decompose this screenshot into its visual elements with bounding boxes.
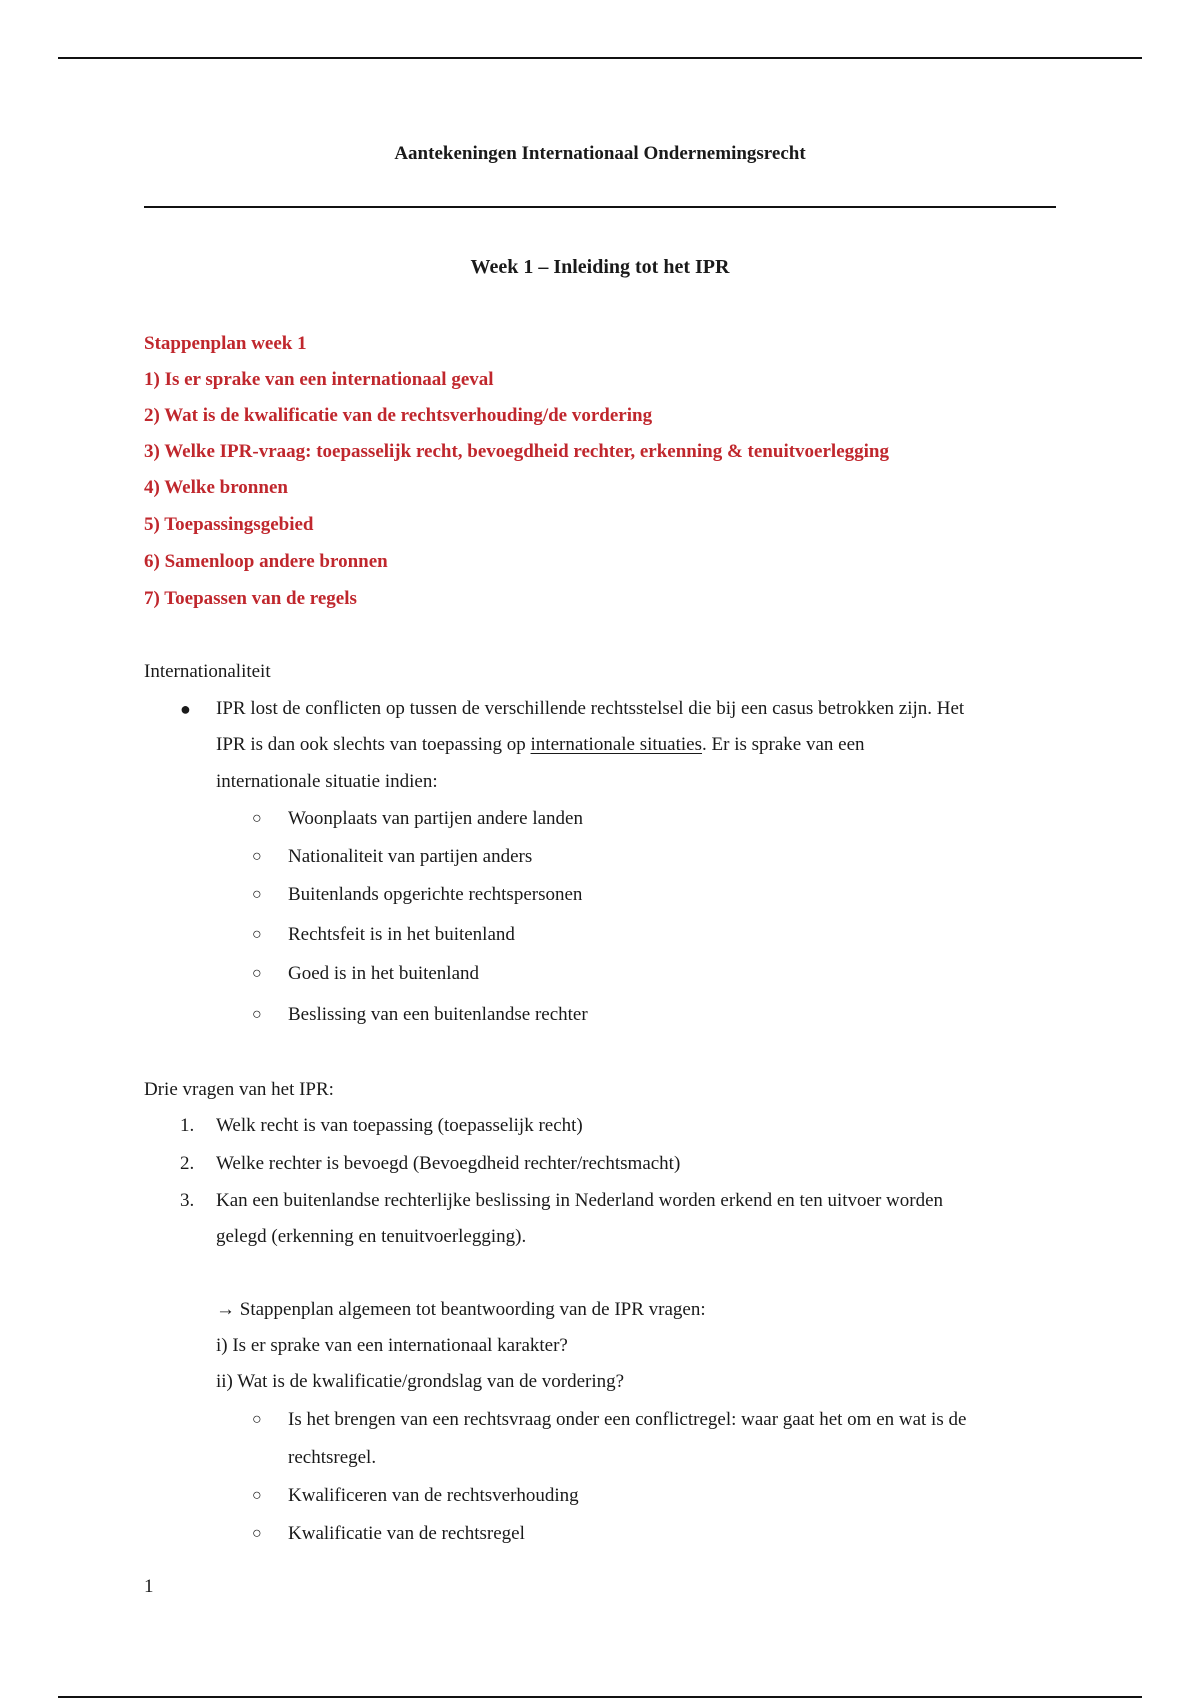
stappenplan-step: 1) Is er sprake van een internationaal geval	[144, 369, 494, 390]
header-rule	[58, 57, 1142, 59]
circle-bullet-icon: ○	[252, 810, 262, 827]
document-title: Aantekeningen Internationaal Ondernemingsrecht	[394, 143, 806, 164]
circle-bullet-icon: ○	[252, 848, 262, 865]
algemeen-step: i) Is er sprake van een internationaal karakter?	[216, 1335, 568, 1356]
list-item: Kan een buitenlandse rechterlijke beslissing in Nederland worden erkend en ten uitvoer worden	[216, 1190, 944, 1211]
list-item: Nationaliteit van partijen anders	[288, 846, 533, 867]
list-item: Kwalificatie van de rechtsregel	[288, 1523, 525, 1544]
algemeen-heading-line	[216, 1298, 706, 1322]
list-item: Rechtsfeit is in het buitenland	[288, 924, 515, 945]
list-item-continuation: gelegd (erkenning en tenuitvoerlegging).	[216, 1226, 527, 1247]
bullet-text-pre: IPR is dan ook slechts van toepassing op	[216, 734, 531, 755]
algemeen-heading: Stappenplan algemeen tot beantwoording van de IPR vragen:	[239, 1299, 706, 1320]
circle-bullet-icon: ○	[252, 965, 262, 982]
page-number: 1	[144, 1576, 154, 1597]
stappenplan-step: 2) Wat is de kwalificatie van de rechtsverhouding/de vordering	[144, 405, 653, 426]
circle-bullet-icon: ○	[252, 886, 262, 903]
stappenplan-step: 6) Samenloop andere bronnen	[144, 551, 388, 572]
list-item: Woonplaats van partijen andere landen	[288, 808, 583, 829]
internationaliteit-heading: Internationaliteit	[144, 661, 271, 682]
bullet-text-post: . Er is sprake van een	[702, 734, 865, 755]
arrow-icon: →	[216, 1299, 235, 1320]
list-item: Kwalificeren van de rechtsverhouding	[288, 1485, 579, 1506]
circle-bullet-icon: ○	[252, 1006, 262, 1023]
circle-bullet-icon: ○	[252, 1487, 262, 1504]
stappenplan-step: 5) Toepassingsgebied	[144, 514, 314, 535]
list-item: Welk recht is van toepassing (toepasselijk recht)	[216, 1115, 583, 1136]
stappenplan-step: 3) Welke IPR-vraag: toepasselijk recht, bevoegdheid rechter, erkenning & tenuitvoerlegging	[144, 441, 889, 462]
drie-vragen-heading: Drie vragen van het IPR:	[144, 1079, 334, 1100]
footer-rule	[58, 1696, 1142, 1698]
circle-bullet-icon: ○	[252, 926, 262, 943]
algemeen-step: ii) Wat is de kwalificatie/grondslag van de vordering?	[216, 1371, 625, 1392]
bullet-icon: ●	[180, 699, 191, 719]
list-item-continuation: rechtsregel.	[288, 1447, 377, 1468]
list-number: 1.	[180, 1115, 195, 1136]
stappenplan-heading: Stappenplan week 1	[144, 333, 307, 354]
bullet-text-line: IPR lost de conflicten op tussen de verschillende rechtsstelsel die bij een casus betrokken zijn. Het	[216, 698, 965, 719]
underlined-term: internationale situaties	[530, 734, 703, 755]
list-item: Goed is in het buitenland	[288, 963, 480, 984]
list-number: 2.	[180, 1153, 195, 1174]
stappenplan-step: 7) Toepassen van de regels	[144, 588, 357, 609]
list-item: Is het brengen van een rechtsvraag onder een conflictregel: waar gaat het om en wat is de	[288, 1409, 967, 1430]
list-number: 3.	[180, 1190, 195, 1211]
list-item: Beslissing van een buitenlandse rechter	[288, 1004, 588, 1025]
circle-bullet-icon: ○	[252, 1411, 262, 1428]
bullet-text-line: internationale situatie indien:	[216, 771, 438, 792]
list-item: Welke rechter is bevoegd (Bevoegdheid rechter/rechtsmacht)	[216, 1153, 681, 1174]
bullet-text-line	[216, 733, 865, 757]
week-title: Week 1 – Inleiding tot het IPR	[470, 256, 730, 278]
list-item: Buitenlands opgerichte rechtspersonen	[288, 884, 583, 905]
stappenplan-step: 4) Welke bronnen	[144, 477, 288, 498]
circle-bullet-icon: ○	[252, 1525, 262, 1542]
title-rule	[144, 206, 1056, 208]
